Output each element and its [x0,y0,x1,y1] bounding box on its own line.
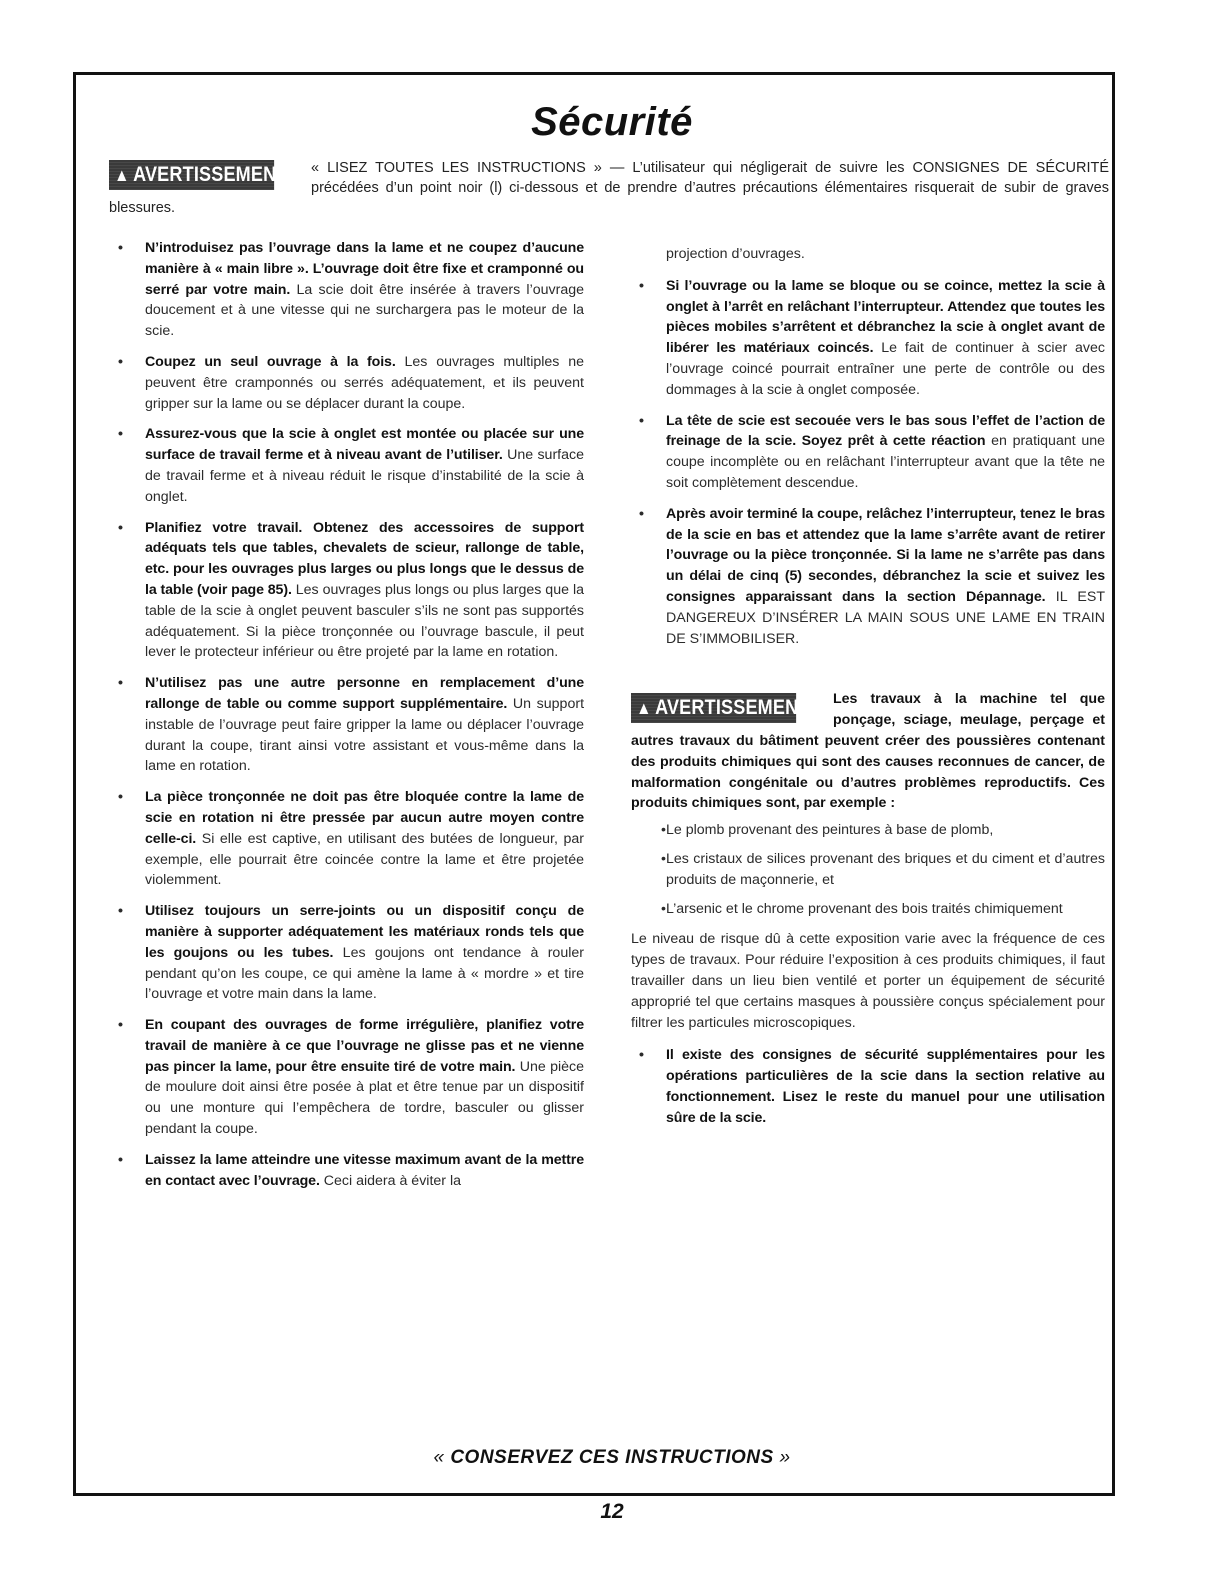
right-column [631,244,1105,1138]
warning-badge: ▲ AVERTISSEMENT [109,160,274,190]
risk-paragraph: Le niveau de risque dû à cette exposition varie avec la fréquence de ces types de travaux. Pour réduire l’exposition à ces produits chimiques, il faut travailler dans un lieu bien ventilé et porter un équipement de sécurité approprié tel que certains masques à poussière conçus spécialement pour filtrer les particules microscopiques. [631,931,1105,1031]
list-item: • N’utilisez pas une autre personne en remplacement d’une rallonge de table ou comme support supplémentaire. Un support instable de l’ouvrage peut faire gripper la lame ou déplacer l’ouvrage durant la coupe, tirant ainsi votre assistant et vous-même dans la lame en rotation. [118,675,585,775]
list-item: • L’arsenic et le chrome provenant des bois traités chimiquement [661,900,1063,917]
list-item: • Coupez un seul ouvrage à la fois. Les ouvrages multiples ne peuvent être cramponnés ou serrés adéquatement, et ils peuvent gripper sur la lame ou se déplacer durant la coupe. [118,353,584,412]
list-item: • La pièce tronçonnée ne doit pas être bloquée contre la lame de scie en rotation ni être pressée par aucun autre moyen contre celle-ci. Si elle est captive, en utilisant des butées de longueur, par exemple, elle pourrait être coincée contre la lame et être projetée violemment. [118,789,584,889]
list-item: • Les cristaux de silices provenant des briques et du ciment et d’autres produits de maçonnerie, et [661,850,1105,888]
warning-triangle-icon: ▲ [636,698,652,719]
intro-text: « LISEZ TOUTES LES INSTRUCTIONS » — L’utilisateur qui négligerait de suivre les CONSIGNES DE SÉCURITÉ précédées d’un point noir (l) ci-dessous et de prendre d’autres précautions élémentaires risquerait de subir de graves blessures. [109,160,1109,216]
chemical-warning-text: Les travaux à la machine tel que ponçage, sciage, meulage, perçage et autres travaux du bâtiment peuvent créer des poussières contenant des produits chimiques qui sont des causes reconnues de cancer, de malformation congénitale ou d’autres problèmes reproductifs. Ces produits chimiques sont, par exemple : [631,691,1105,812]
page-number: 12 [600,1500,624,1523]
list-item: • En coupant des ouvrages de forme irrégulière, planifiez votre travail de manière à ce que l’ouvrage ne glisse pas et ne vienne pas pincer la lame, pour être ensuite tiré de votre main. Une pièce de moulure doit ainsi être posée à plat et être tenue par un dispositif ou une monture qui l’empêchera de tordre, basculer ou glisser pendant la coupe. [118,1017,585,1138]
intro-warning [109,158,1109,218]
list-item: • N’introduisez pas l’ouvrage dans la lame et ne coupez d’aucune manière à « main libre ». L’ouvrage doit être fixe et cramponné ou serré par votre main. La scie doit être insérée à travers l’ouvrage doucement et à une vitesse qui ne surchargera pas le moteur de la scie. [118,240,585,340]
warning-triangle-icon: ▲ [114,165,130,185]
chemical-warning [631,689,1105,814]
footer-note: « CONSERVEZ CES INSTRUCTIONS » [433,1447,791,1468]
list-item: • Le plomb provenant des peintures à base de plomb, [661,822,994,839]
list-item: • Planifiez votre travail. Obtenez des accessoires de support adéquats tels que tables, chevalets de scieur, rallonge de table, etc. pour les ouvrages plus larges ou plus longs que le dessus de la table (voir page 85). Les ouvrages plus longs ou plus larges que la table de la scie à onglet peuvent basculer s’ils ne sont pas supportés adéquatement. Si la pièce tronçonnée ou l’ouvrage bascule, il peut lever le protecteur inférieur ou être projeté par la lame en rotation. [118,519,584,661]
left-column [110,238,584,1201]
list-item: • Assurez-vous que la scie à onglet est montée ou placée sur une surface de travail ferme et à niveau avant de l’utiliser. Une surface de travail ferme et à niveau réduit le risque d’instabilité de la scie à onglet. [118,426,584,505]
list-item: • Utilisez toujours un serre-joints ou un dispositif conçu de manière à supporter adéquatement les matériaux ronds tels que les goujons ou les tubes. Les goujons ont tendance à rouler pendant qu’on les coupe, ce qui amène la lame à « mordre » et tire l’ouvrage et votre main dans la lame. [118,903,584,1003]
warning-badge: ▲ AVERTISSEMENT [631,693,796,723]
list-item: • Il existe des consignes de sécurité supplémentaires pour les opérations particulières de la scie dans la section relative au fonctionnement. Lisez le reste du manuel pour une utilisation sûre de la scie. [639,1047,1105,1126]
page-title: Sécurité [531,100,693,144]
list-item: • Laissez la lame atteindre une vitesse maximum avant de la mettre en contact avec l’ouvrage. Ceci aidera à éviter la [118,1151,584,1189]
list-item: • Si l’ouvrage ou la lame se bloque ou se coince, mettez la scie à onglet à l’arrêt en relâchant l’interrupteur. Attendez que toutes les pièces mobiles s’arrêtent et débranchez la scie à onglet avant de libérer les matériaux coincés. Le fait de continuer à scier avec l’ouvrage coincé pourrait entraîner une perte de contrôle ou des dommages à la scie à onglet composée. [639,277,1105,398]
list-item: • La tête de scie est secouée vers le bas sous l’effet de l’action de freinage de la scie. Soyez prêt à cette réaction en pratiquant une coupe incomplète ou en relâchant l’interrupteur avant que la tête ne soit complètement descendue. [639,412,1105,491]
list-item: • Après avoir terminé la coupe, relâchez l’interrupteur, tenez le bras de la scie en bas et attendez que la lame s’arrête avant de retirer l’ouvrage ou la pièce tronçonnée. Si la lame ne s’arrête pas dans un délai de cinq (5) secondes, débranchez la scie et suivez les consignes apparaissant dans la section Dépannage. IL EST DANGEREUX D’INSÉRER LA MAIN SOUS UNE LAME EN TRAIN DE S’IMMOBILISER. [639,505,1105,647]
continuation-text: projection d’ouvrages. [666,246,805,262]
